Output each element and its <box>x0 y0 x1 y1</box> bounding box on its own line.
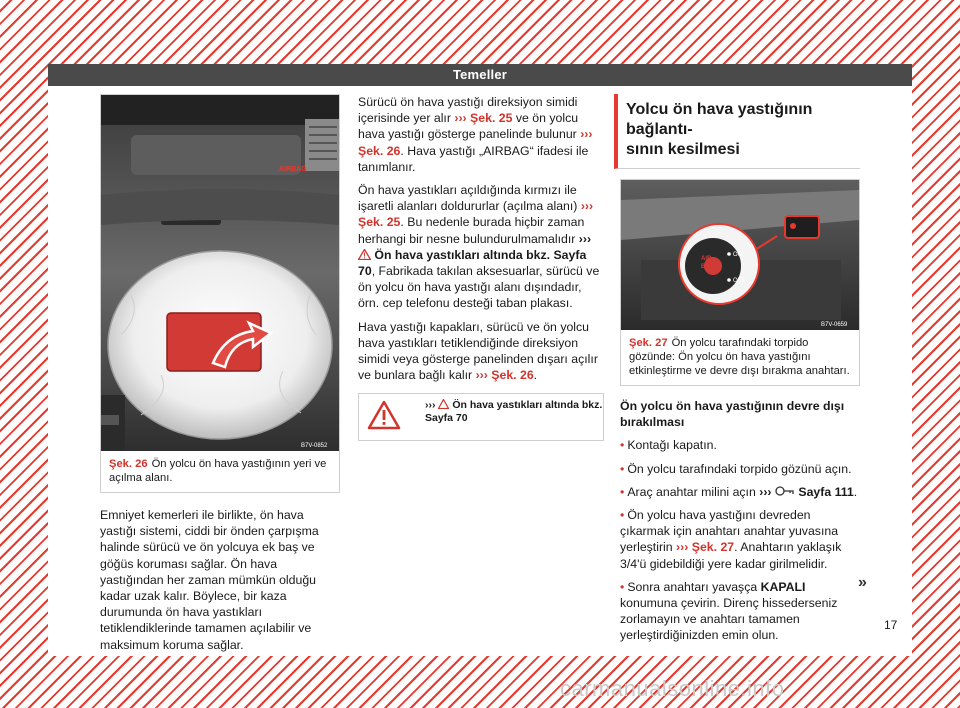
continue-mark: » <box>858 574 867 591</box>
label-bag: BAG <box>701 264 715 270</box>
p3-text-a: Hava yastığı kapakları, sürücü ve ön yolcu hava yastıkları tetiklendiğinde direksiyon simidi veya gösterge panelinden dışarı açılır ve bunlara bağlı kalır <box>358 319 598 383</box>
left-column <box>100 94 340 660</box>
bullet-icon: • <box>620 484 625 499</box>
p3-text-b: . <box>533 368 538 383</box>
middle-paragraph-3 <box>358 319 604 384</box>
page-header: Temeller <box>48 64 912 86</box>
section-heading-line-2: sının kesilmesi <box>626 141 740 158</box>
p2-arrow[interactable]: ››› <box>578 231 592 246</box>
middle-paragraph-1 <box>358 94 604 175</box>
p2-warning-ref-link[interactable]: Ön hava yastıkları altında bkz. Sayfa 70 <box>358 247 587 279</box>
ref-fig-27-link[interactable]: ››› Şek. 27 <box>676 540 735 555</box>
warning-small-icon <box>438 399 449 409</box>
step-1 <box>620 437 860 453</box>
right-column <box>614 94 860 651</box>
label-off: OFF <box>733 278 745 284</box>
ref-fig-25-link[interactable]: ››› Şek. 25 <box>454 111 513 126</box>
step-4-text-b: . Anahtarın yaklaşık 3/4'ü gidebildiği yere kadar girilmelidir. <box>620 540 842 571</box>
figure-27-caption-text: Ön yolcu tarafındaki torpido gözünde: Ön yolcu ön hava yastığını etkinleştirme ve devre dışı bırakma anahtarı. <box>629 337 850 377</box>
left-paragraph: Emniyet kemerleri ile birlikte, ön hava yastığı sistemi, ciddi bir önden çarpışma halinde sürücü ve ön yolcuya ek baş ve göğüs koruması sağlar. Ön hava yastığından her zaman mümkün olduğu kadar uzak kalır. Böylece, bir kaza durumunda ön hava yastıkları tetiklendiklerinde tamamen açılabilir ve maksimum koruma sağlar. <box>100 508 319 652</box>
p2-text-c: , Fabrikada takılan aksesuarlar, sürücü ve ön yolcu ön hava yastığı alanı dışındadır, örn. cep telefonu desteği taban plakası. <box>358 264 600 311</box>
watermark: carmanualsonline.info <box>560 676 785 701</box>
bullet-icon: • <box>620 508 625 523</box>
step-3 <box>620 484 860 500</box>
airbag-overlay-label: AIRBAG <box>279 166 307 173</box>
step-5-bold: KAPALI <box>760 579 806 594</box>
warning-box-icon <box>367 400 401 434</box>
figure-26-code: B7V-0852 <box>301 443 328 449</box>
bullet-icon: • <box>620 438 625 453</box>
figure-26 <box>100 94 340 493</box>
section-heading <box>614 94 860 169</box>
ref-fig-25-link-2[interactable]: ››› Şek. 25 <box>358 199 594 230</box>
step-1-text: Kontağı kapatın. <box>627 438 717 453</box>
p1-text-a: Sürücü ön hava yastığı direksiyon simidi içerisinde yer alır <box>358 95 578 126</box>
figure-27-caption <box>621 330 859 385</box>
step-5-text-a: Sonra anahtarı yavaşça <box>627 579 761 594</box>
step-3-arrow[interactable]: ››› <box>759 484 772 499</box>
figure-26-caption <box>101 451 339 492</box>
step-4 <box>620 507 860 572</box>
p1-text-c: . Hava yastığı „AIRBAG“ ifadesi ile tanımlanır. <box>358 143 589 174</box>
middle-paragraph-2 <box>358 182 604 312</box>
figure-27-number: Şek. 27 <box>629 337 668 349</box>
ref-fig-26-link[interactable]: ››› Şek. 26 <box>358 127 593 158</box>
bullet-icon: • <box>620 461 625 476</box>
steps-list <box>620 437 860 643</box>
warning-arrow: ››› <box>425 399 436 412</box>
step-2-text: Ön yolcu tarafındaki torpido gözünü açın. <box>627 461 852 476</box>
ref-fig-26-link-2[interactable]: ››› Şek. 26 <box>475 368 534 383</box>
step-3-text-b: . <box>853 484 858 499</box>
section-heading-line-1: Yolcu ön hava yastığının bağlantı- <box>626 101 813 138</box>
middle-column <box>358 94 604 441</box>
step-4-text-a: Ön yolcu hava yastığını devreden çıkarmak için anahtarı anahtar yuvasına yerleştirin <box>620 508 839 555</box>
warning-line-1: Ön hava yastıkları altında bkz. <box>449 399 603 412</box>
p1-text-b: ve ön yolcu hava yastığı gösterge panelinde bulunur <box>358 111 581 142</box>
page-number: 17 <box>884 618 898 632</box>
figure-26-number: Şek. 26 <box>109 458 148 470</box>
warning-large-icon <box>367 400 401 430</box>
figure-27 <box>620 179 860 386</box>
warning-box-text[interactable] <box>425 399 602 425</box>
glovebox-switch-photo <box>621 180 859 330</box>
step-3-page-ref[interactable]: Sayfa 111 <box>794 484 854 499</box>
figure-26-caption-text: Ön yolcu ön hava yastığının yeri ve açılma alanı. <box>109 458 327 484</box>
p2-text-a: Ön hava yastıkları açıldığında kırmızı ile işaretli alanları doldururlar (açılma alanı) <box>358 183 581 214</box>
warning-line-2: Sayfa 70 <box>425 412 468 425</box>
p2-text-b: . Bu nedenle burada hiçbir zaman herhangi bir nesne bulundurulmamalıdır <box>358 215 585 246</box>
label-air: AIR <box>701 256 712 262</box>
car-key-icon <box>775 485 795 497</box>
step-2 <box>620 461 860 477</box>
warning-box <box>358 393 604 441</box>
step-3-text-a: Araç anahtar milini açın <box>627 484 760 499</box>
step-5 <box>620 579 860 644</box>
figure-27-code: B7V-0659 <box>821 322 848 328</box>
airbag-photo <box>101 95 339 451</box>
bullet-icon: • <box>620 579 625 594</box>
steps-subheading: Ön yolcu ön hava yastığının devre dışı bırakılması <box>620 399 845 430</box>
step-5-text-b: konumuna çevirin. Direnç hissederseniz zorlamayın ve anahtarı tamamen yerleştirdiğinizden emin olun. <box>620 596 838 643</box>
label-on: ON <box>733 252 742 258</box>
warning-triangle-icon <box>358 249 371 260</box>
